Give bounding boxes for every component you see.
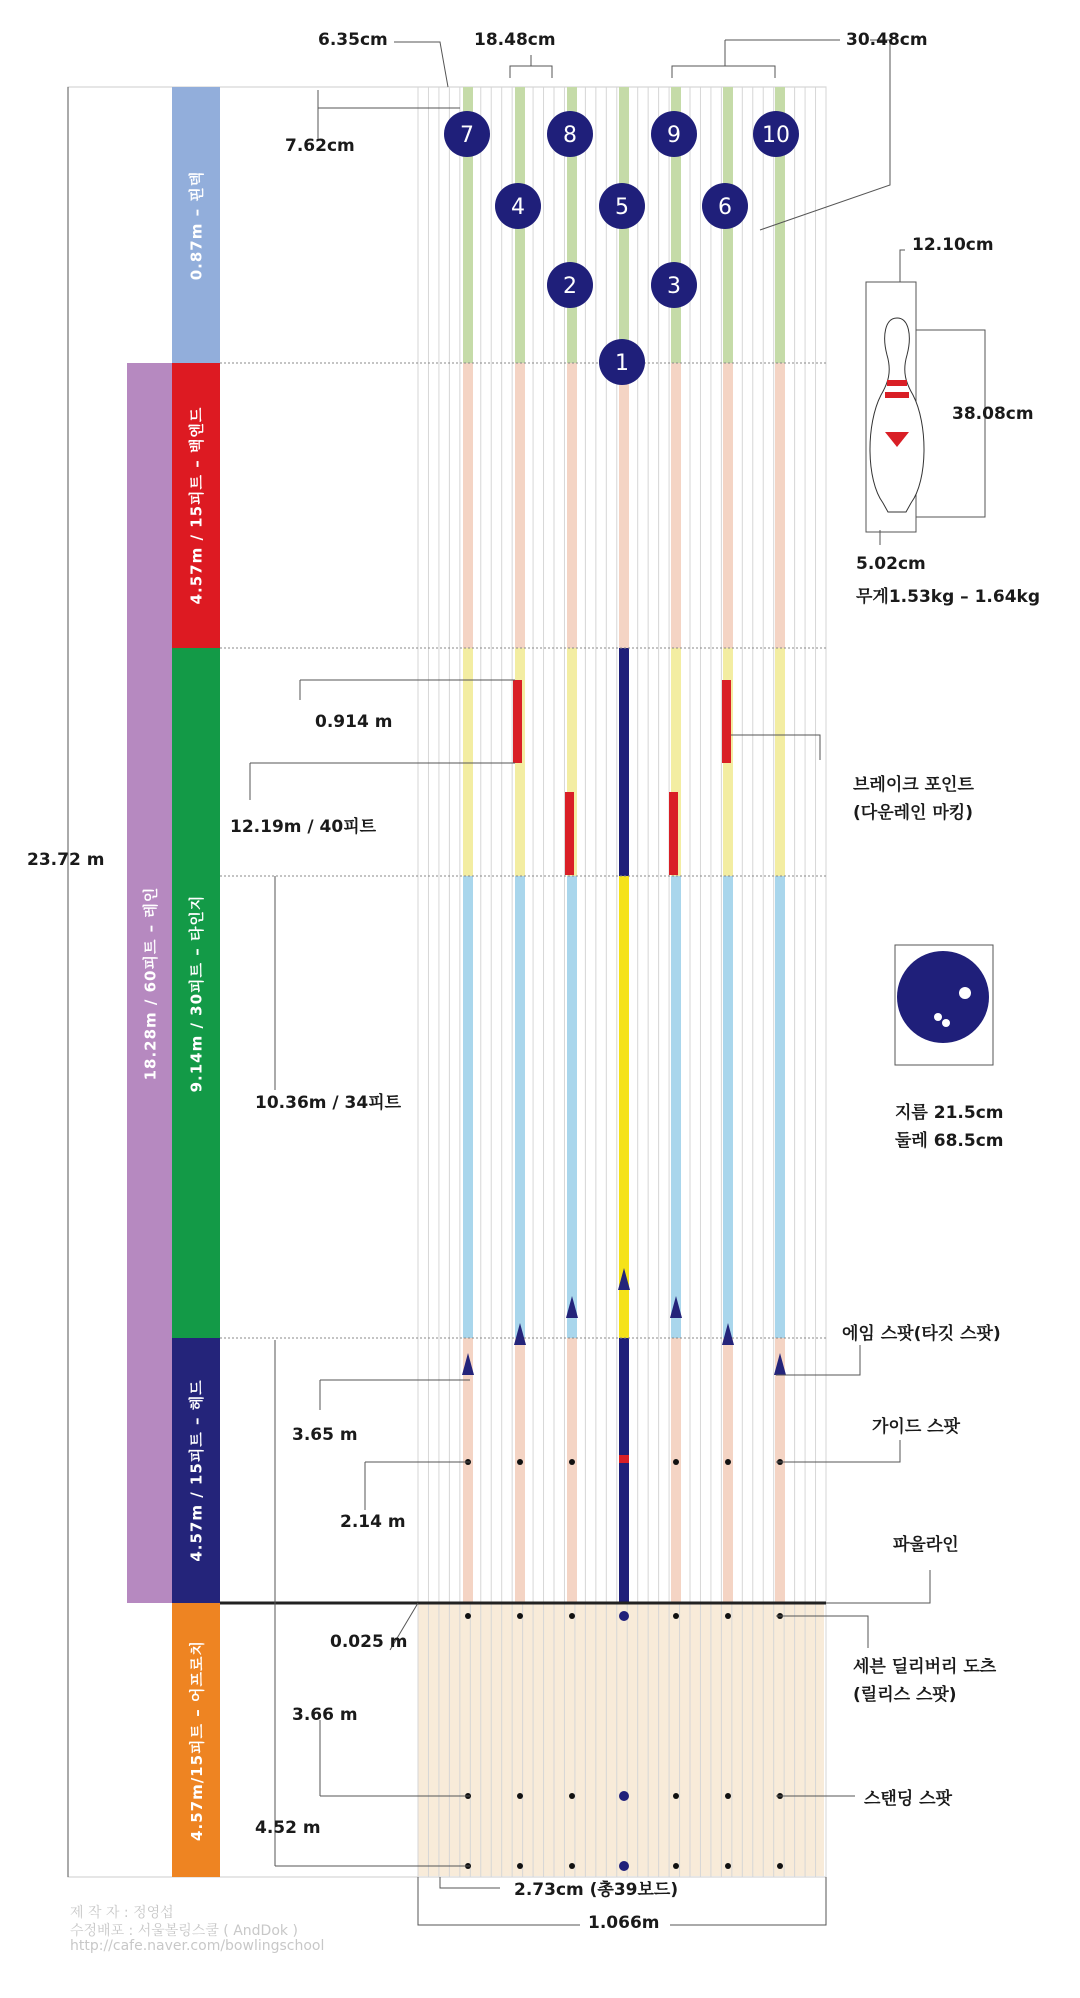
board-stripe	[775, 876, 785, 1338]
dim-foul-gap: 0.025 m	[330, 1632, 408, 1652]
credit-author: 제 작 자 : 정영섭	[70, 1905, 174, 1921]
board-stripe	[567, 876, 577, 1338]
dim-lane-width: 1.066m	[588, 1913, 660, 1933]
lane-dot	[517, 1613, 523, 1619]
section-targets-label: 9.14m / 30피트 – 타인지	[187, 894, 206, 1092]
section-backends-label: 4.57m / 15피트 – 백엔드	[187, 406, 206, 605]
pin-3-label: 3	[667, 274, 681, 299]
dim-approach-dot1: 3.66 m	[292, 1705, 358, 1725]
center-mark	[619, 1455, 629, 1463]
lane-stripes	[463, 87, 785, 1603]
dim-pin-center-spacing: 18.48cm	[474, 30, 556, 50]
pin-6-label: 6	[718, 195, 732, 220]
ball-circumference-label: 둘레 68.5cm	[895, 1131, 1004, 1151]
section-pindeck-label: 0.87m – 핀덱	[187, 170, 206, 280]
board-stripe	[775, 1338, 785, 1603]
lane-dot	[569, 1793, 575, 1799]
board-stripe	[463, 876, 473, 1338]
section-lane-label: 18.28m / 60피트 – 레인	[141, 886, 159, 1080]
board-stripe	[723, 1338, 733, 1603]
dim-dot-dist-head2: 2.14 m	[340, 1512, 406, 1532]
section-approach-label: 4.57m/15피트 – 어프로치	[187, 1639, 206, 1841]
dim-break-dist: 12.19m / 40피트	[230, 817, 377, 837]
credit-source: 수정배포 : 서울볼링스쿨 ( AndDok )	[70, 1923, 298, 1939]
board-stripe	[723, 363, 733, 648]
dim-dot-dist-head: 3.65 m	[292, 1425, 358, 1445]
board-stripe	[567, 363, 577, 648]
board-stripe	[463, 363, 473, 648]
lane-dot	[619, 1611, 629, 1621]
dim-pin-row-offset: 7.62cm	[285, 136, 355, 156]
lane-dot	[619, 1791, 629, 1801]
lane-dot	[777, 1863, 783, 1869]
dim-pin-spacing-edge: 6.35cm	[318, 30, 388, 50]
ball-diameter-label: 지름 21.5cm	[895, 1103, 1004, 1123]
pin-height-label: 38.08cm	[952, 404, 1034, 424]
pin-10-label: 10	[762, 123, 790, 148]
callout-foul-line: 파울라인	[893, 1535, 959, 1555]
callout-aim-spot: 에임 스팟(타깃 스팟)	[842, 1324, 1001, 1344]
pin-8-label: 8	[563, 123, 577, 148]
board-stripe	[619, 363, 629, 648]
board-stripe	[619, 648, 629, 876]
callout-delivery-dots: 세븐 딜리버리 도츠	[853, 1657, 997, 1677]
pin-base-label: 5.02cm	[856, 554, 926, 574]
lane-dot	[569, 1613, 575, 1619]
dim-board-mark-len: 0.914 m	[315, 712, 393, 732]
board-stripe	[775, 363, 785, 648]
section-targets-bar	[172, 648, 220, 1338]
board-stripe	[515, 876, 525, 1338]
board-stripe	[671, 363, 681, 648]
lane-dot	[725, 1863, 731, 1869]
dim-approach-dot2: 4.52 m	[255, 1818, 321, 1838]
dim-total-length: 23.72 m	[27, 850, 105, 870]
lane-dot	[673, 1863, 679, 1869]
lane-dot	[619, 1861, 629, 1871]
board-stripe	[515, 363, 525, 648]
section-heads-label: 4.57m / 15피트 – 헤드	[187, 1379, 206, 1562]
lane-dot	[517, 1459, 523, 1465]
ball-shape	[897, 951, 989, 1043]
pin-7-label: 7	[460, 123, 474, 148]
callout-guide-spot: 가이드 스팟	[872, 1417, 961, 1437]
lane-dot	[465, 1613, 471, 1619]
dim-arrow-dist: 10.36m / 34피트	[255, 1093, 402, 1113]
callout-delivery-dots-sub: (릴리스 스팟)	[853, 1685, 957, 1705]
section-pindeck-bar	[172, 87, 220, 363]
section-lane-bar	[127, 363, 172, 1603]
callout-break-point-sub: (다운레인 마킹)	[853, 803, 973, 823]
dim-pin-row-spacing: 30.48cm	[846, 30, 928, 50]
lane-dot	[673, 1459, 679, 1465]
board-stripe	[515, 1338, 525, 1603]
pin-4-label: 4	[511, 195, 525, 220]
lane-dot	[725, 1793, 731, 1799]
board-stripe	[671, 876, 681, 1338]
lane-dot	[673, 1793, 679, 1799]
credit-url: http://cafe.naver.com/bowlingschool	[70, 1938, 325, 1954]
section-backends-bar	[172, 363, 220, 648]
board-stripe	[723, 876, 733, 1338]
pin-1-label: 1	[615, 351, 629, 376]
board-stripe	[775, 648, 785, 876]
lane-dot	[517, 1863, 523, 1869]
board-stripe	[463, 1338, 473, 1603]
section-approach-bar	[172, 1603, 220, 1877]
pin-5-label: 5	[615, 195, 629, 220]
board-stripe	[671, 1338, 681, 1603]
section-heads-bar	[172, 1338, 220, 1603]
board-stripe	[619, 1338, 629, 1603]
pin-9-label: 9	[667, 123, 681, 148]
board-stripe	[463, 648, 473, 876]
lane-dot	[725, 1459, 731, 1465]
lane-dot	[725, 1613, 731, 1619]
pin-weight-label: 무게1.53kg – 1.64kg	[856, 587, 1041, 607]
lane-dot	[517, 1793, 523, 1799]
lane-dot	[569, 1459, 575, 1465]
pin-width-label: 12.10cm	[912, 235, 994, 255]
callout-break-point: 브레이크 포인트	[853, 775, 974, 795]
pin-2-label: 2	[563, 274, 577, 299]
lane-dot	[569, 1863, 575, 1869]
dim-board-width: 2.73cm (총39보드)	[514, 1880, 679, 1900]
board-stripe	[567, 1338, 577, 1603]
callout-standing-spot: 스탠딩 스팟	[864, 1789, 953, 1809]
lane-dot	[673, 1613, 679, 1619]
